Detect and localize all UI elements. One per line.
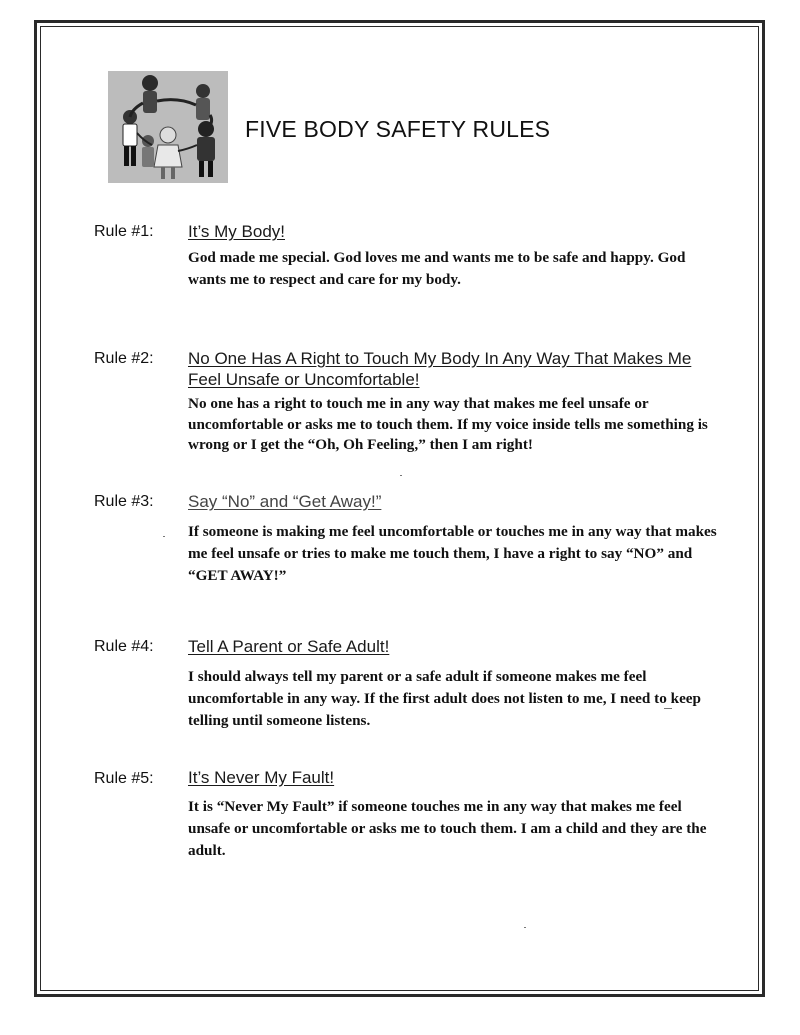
rule-5-heading: It’s Never My Fault! [188,768,335,787]
rule-1-heading: It’s My Body! [188,222,285,241]
rule-3-label: Rule #3: [94,493,154,510]
rule-1-body: God made me special. God loves me and wants me to be safe and happy. God wants me to respect and care for my body. [188,249,686,288]
rule-4-label: Rule #4: [94,638,154,655]
rule-1-label: Rule #1: [94,223,154,240]
rule-3-body: If someone is making me feel uncomfortable or touches me in any way that makes me feel unsafe or tries to make me touch them, I have a right to say “NO” and “GET AWAY!” [188,523,717,584]
rule-3-heading: Say “No” and “Get Away!” [188,492,382,511]
rule-2-heading: No One Has A Right to Touch My Body In Any Way That Makes Me Feel Unsafe or Uncomfortable! [188,349,692,389]
rule-4-heading: Tell A Parent or Safe Adult! [188,637,390,656]
children-circle-icon [108,71,228,183]
rule-5-body: It is “Never My Fault” if someone touches me in any way that makes me feel unsafe or uncomfortable or asks me to touch them. I am a child and they are the adult. [188,798,707,859]
scan-speck [400,475,402,476]
rule-4-body: I should always tell my parent or a safe adult if someone makes me feel uncomfortable in any way. If the first adult does not listen to me, I need to keep telling until someone listens. [188,668,701,729]
rule-2-label: Rule #2: [94,350,154,367]
page-title: FIVE BODY SAFETY RULES [245,116,551,142]
scan-speck [524,927,526,928]
scan-speck [163,536,165,537]
rule-2-body: No one has a right to touch me in any way that makes me feel unsafe or uncomfortable or asks me to touch them. If my voice inside tells me something is wrong or I get the “Oh, Oh Feeling,” then I am right! [188,395,708,453]
rule-5-label: Rule #5: [94,770,154,787]
scan-speck [664,708,672,709]
